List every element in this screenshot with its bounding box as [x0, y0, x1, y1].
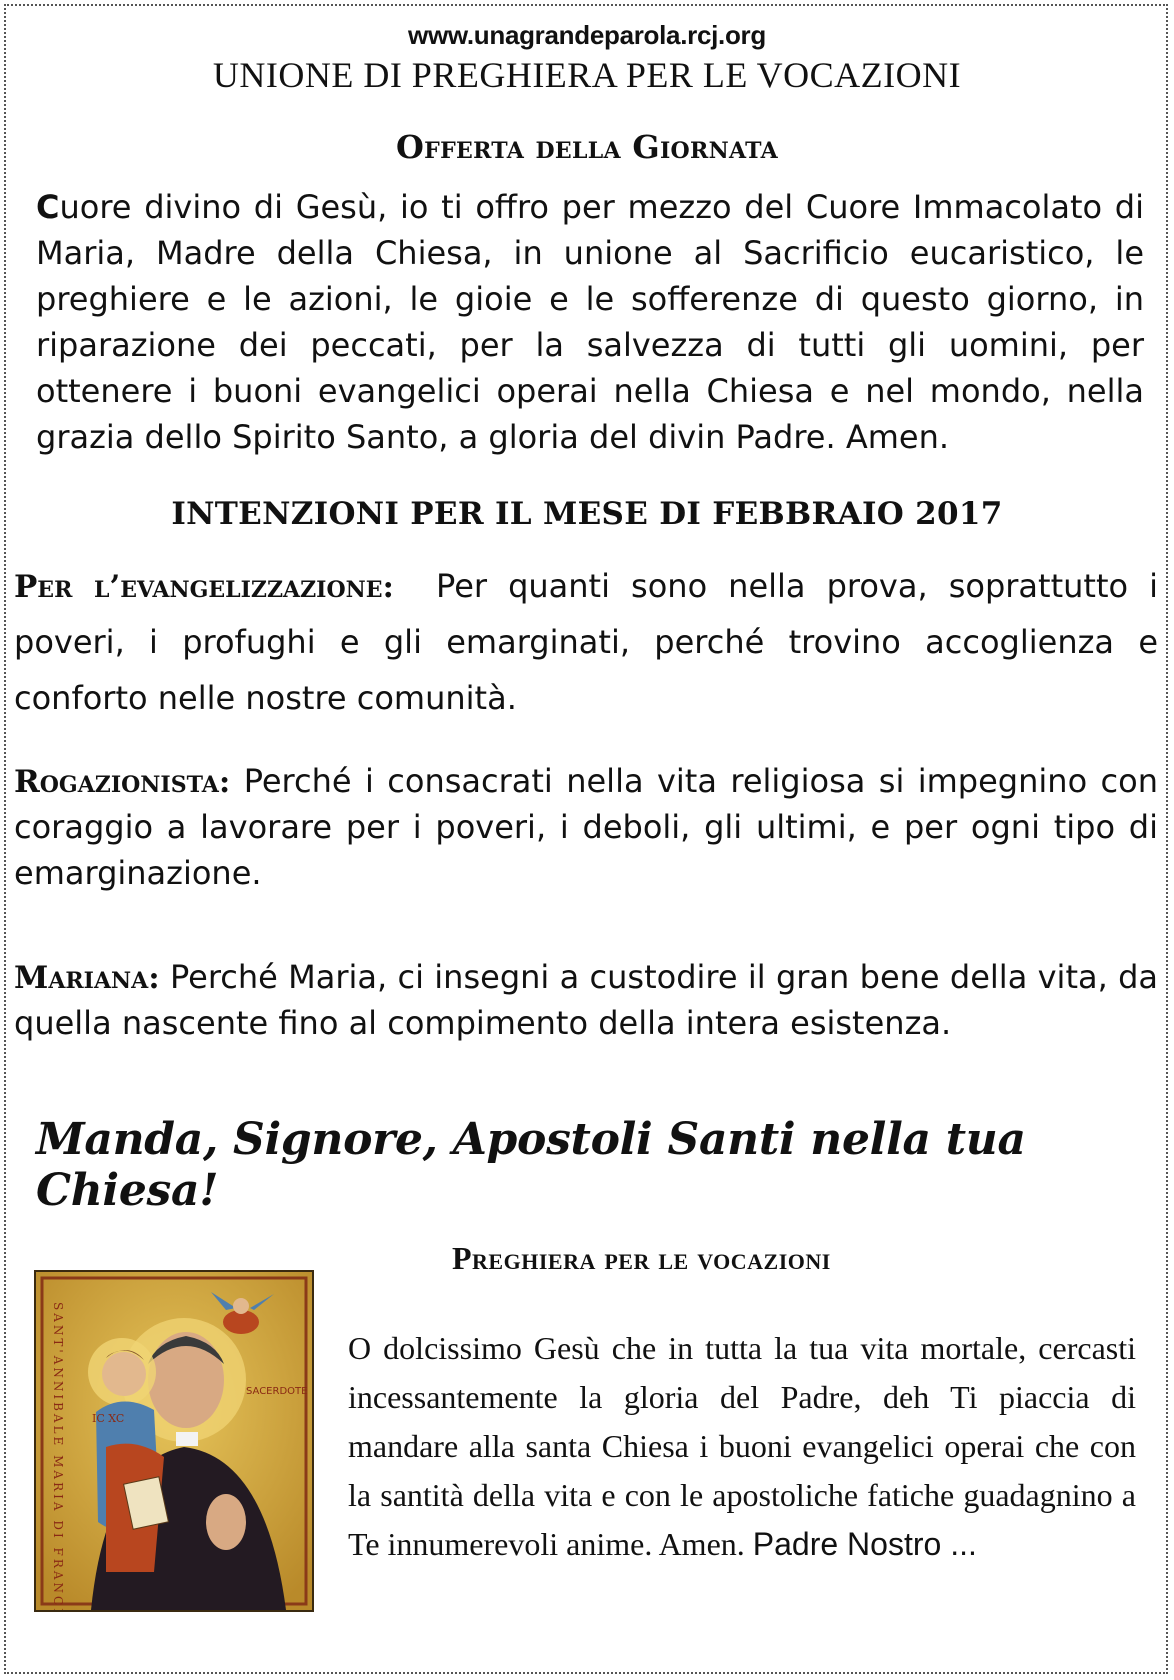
icon-left-inscription: SANT'ANNIBALE MARIA DI FRANCIA: [51, 1302, 65, 1610]
priest-face: [148, 1332, 224, 1428]
intention-label: Per l’evangelizzazione:: [14, 569, 394, 605]
saint-icon-image: [34, 1270, 314, 1612]
offering-initial: C: [36, 188, 60, 226]
intention-evangelization: [14, 558, 1158, 726]
prayer-text: [348, 1324, 1136, 1569]
offering-heading: Offerta della Giornata: [395, 128, 779, 166]
page-title: UNIONE DI PREGHIERA PER LE VOCAZIONI: [212, 55, 962, 95]
intention-label: Mariana:: [14, 960, 160, 996]
intention-text: Perché Maria, ci insegni a custodire il gran bene della vita, da quella nascente fino al compimento della intera esistenza.: [14, 958, 1159, 1042]
intention-marian: [14, 954, 1158, 1046]
intention-label: Rogazionista:: [14, 764, 231, 800]
intention-text: Perché i consacrati nella vita religiosa si impegnino con coraggio a lavorare per i poveri, i deboli, gli ultimi, e per ogni tipo di emarginazione.: [14, 762, 1159, 892]
icon-painting: [36, 1272, 312, 1610]
intentions-heading: INTENZIONI PER IL MESE DI FEBBRAIO 2017: [171, 496, 1003, 532]
website-url: www.unagrandeparola.rcj.org: [408, 20, 766, 50]
icon-ic-xc: IC XC: [92, 1412, 125, 1425]
prayer-heading: Preghiera per le vocazioni: [452, 1240, 831, 1276]
intention-rogationist: [14, 758, 1158, 896]
prayer-closing: Padre Nostro ...: [752, 1526, 977, 1562]
prayer-body: O dolcissimo Gesù che in tutta la tua vita mortale, cercasti incessantemente la gloria del Padre, deh Ti piaccia di mandare alla santa Chiesa i buoni evangelici operai che con la santità della vita e con le apostoliche fatiche guadagnino a Te innumerevoli anime. Amen.: [348, 1330, 1136, 1562]
intention-text: Per quanti sono nella prova, soprattutto i poveri, i profughi e gli emarginati, perché trovino accoglienza e conforto nelle nostre comunità.: [14, 567, 1158, 717]
offering-text: [36, 184, 1144, 460]
motto: Manda, Signore, Apostoli Santi nella tua Chiesa!: [36, 1114, 1026, 1216]
icon-right-inscription: SACERDOTE: [246, 1386, 308, 1397]
offering-body: uore divino di Gesù, io ti offro per mezzo del Cuore Immacolato di Maria, Madre della Chiesa, in unione al Sacrificio eucaristico, le preghiere e le azioni, le gioie e le sofferenze di questo giorno, in riparazione dei peccati, per la salvezza di tutti gli uomini, per ottenere i buoni evangelici operai nella Chiesa e nel mondo, nella grazia dello Spirito Santo, a gloria del divin Padre. Amen.: [36, 188, 1144, 456]
